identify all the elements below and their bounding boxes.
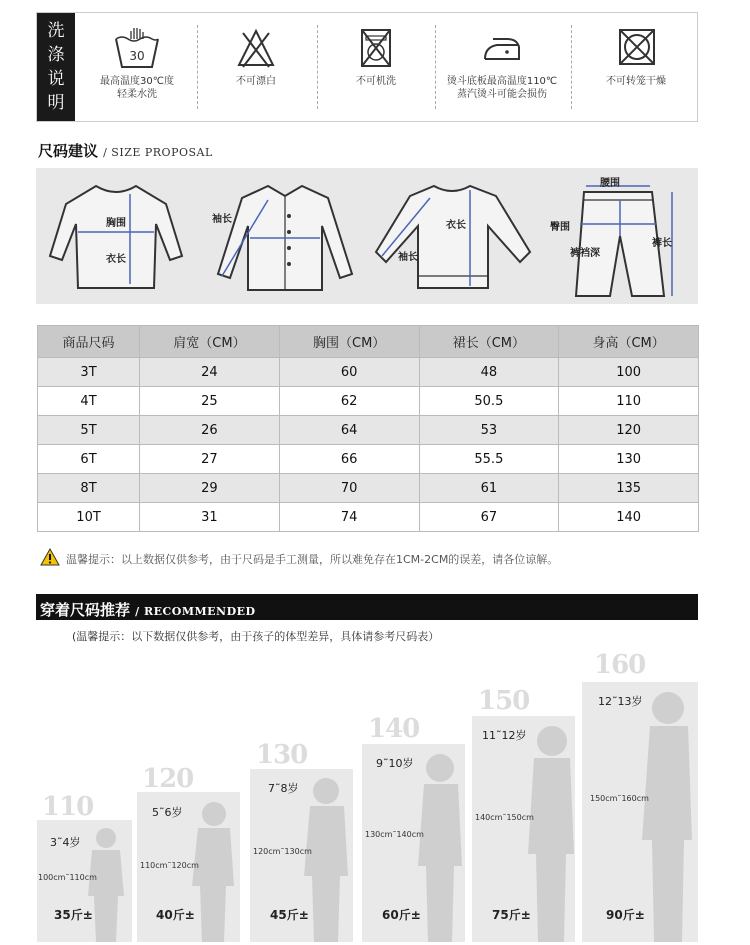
- column-header: 肩宽（CM）: [140, 326, 280, 358]
- weight-label: 60斤±: [382, 908, 421, 922]
- pants-diagram: [564, 172, 692, 300]
- table-row: 6T 27 66 55.5 130: [38, 445, 699, 474]
- age-range: 12˜13岁: [598, 695, 643, 708]
- height-range: 140cm˜150cm: [475, 813, 534, 822]
- hip-label: 臀围: [550, 222, 570, 233]
- measurement-warning: 温馨提示：以上数据仅供参考，由于尺码是手工测量，所以难免存在1CM-2CM的误差，请各位谅解。: [66, 553, 559, 566]
- size-number: 140: [368, 714, 420, 744]
- weight-label: 90斤±: [606, 908, 645, 922]
- sweater-diagram: [372, 176, 532, 296]
- table-row: 8T 29 70 61 135: [38, 474, 699, 503]
- size-section-heading: 尺码建议 / SIZE PROPOSAL: [38, 142, 213, 160]
- no-machine-wash-icon: [353, 25, 399, 71]
- column-header: 商品尺码: [38, 326, 140, 358]
- svg-text:30: 30: [129, 49, 145, 63]
- sleeve-label: 袖长: [398, 252, 418, 263]
- weight-label: 45斤±: [270, 908, 309, 922]
- pants-length-label: 裤长: [652, 238, 672, 249]
- chest-label: 胸围: [106, 218, 126, 229]
- wash-item-no-bleach: 不可漂白: [201, 13, 311, 121]
- divider: [435, 25, 436, 109]
- shirt-diagram: [210, 176, 360, 298]
- table-row: 5T 26 64 53 120: [38, 416, 699, 445]
- column-header: 胸围（CM）: [279, 326, 419, 358]
- tshirt-diagram: [46, 176, 186, 296]
- size-number: 110: [42, 792, 94, 822]
- child-silhouette-icon: [80, 826, 128, 942]
- age-range: 3˜4岁: [50, 836, 81, 849]
- wash-item-hand-wash: 30 最高温度30℃度 轻柔水洗: [81, 13, 193, 121]
- divider: [317, 25, 318, 109]
- wash-instructions: [36, 12, 698, 122]
- age-range: 9˜10岁: [376, 757, 414, 770]
- no-bleach-icon: [233, 25, 279, 71]
- size-number: 160: [594, 650, 646, 680]
- table-header-row: [38, 326, 699, 358]
- wash-30-icon: [112, 25, 162, 71]
- age-range: 7˜8岁: [268, 782, 299, 795]
- sleeve-label: 袖长: [212, 214, 232, 225]
- weight-label: 35斤±: [54, 908, 93, 922]
- waist-label: 腰围: [600, 178, 620, 189]
- age-range: 5˜6岁: [152, 806, 183, 819]
- wash-label: 洗 涤 说 明: [37, 13, 75, 121]
- size-number: 120: [142, 764, 194, 794]
- recommend-heading: 穿着尺码推荐 / RECOMMENDED: [40, 601, 256, 619]
- height-range: 110cm˜120cm: [140, 861, 199, 870]
- height-range: 150cm˜160cm: [590, 794, 649, 803]
- garment-measurement-diagrams: [36, 168, 698, 304]
- table-row: 10T 31 74 67 140: [38, 503, 699, 532]
- child-silhouette-icon: [638, 690, 696, 942]
- size-number: 130: [256, 740, 308, 770]
- wash-item-iron: 烫斗底板最高温度110℃ 蒸汽烫斗可能会损伤: [437, 13, 567, 121]
- divider: [197, 25, 198, 109]
- iron-110-icon: [477, 25, 527, 71]
- height-range: 120cm˜130cm: [253, 847, 312, 856]
- size-number: 150: [478, 686, 530, 716]
- divider: [571, 25, 572, 109]
- table-row: 3T 24 60 48 100: [38, 358, 699, 387]
- wash-item-no-tumble-dry: 不可转笼干燥: [575, 13, 697, 121]
- length-label: 衣长: [106, 254, 126, 265]
- age-range: 11˜12岁: [482, 729, 527, 742]
- height-range: 100cm˜110cm: [38, 873, 97, 882]
- column-header: 裙长（CM）: [419, 326, 559, 358]
- table-row: 4T 25 62 50.5 110: [38, 387, 699, 416]
- column-header: 身高（CM）: [559, 326, 699, 358]
- warning-icon: [40, 548, 60, 566]
- rise-label: 裤裆深: [570, 248, 600, 259]
- wash-item-no-machine-wash: 不可机洗: [321, 13, 431, 121]
- recommend-note: (温馨提示：以下数据仅供参考，由于孩子的体型差异，具体请参考尺码表）: [72, 630, 440, 643]
- height-range: 130cm˜140cm: [365, 830, 424, 839]
- size-table: [37, 325, 699, 532]
- weight-label: 40斤±: [156, 908, 195, 922]
- weight-label: 75斤±: [492, 908, 531, 922]
- length-label: 衣长: [446, 220, 466, 231]
- no-tumble-dry-icon: [613, 25, 659, 71]
